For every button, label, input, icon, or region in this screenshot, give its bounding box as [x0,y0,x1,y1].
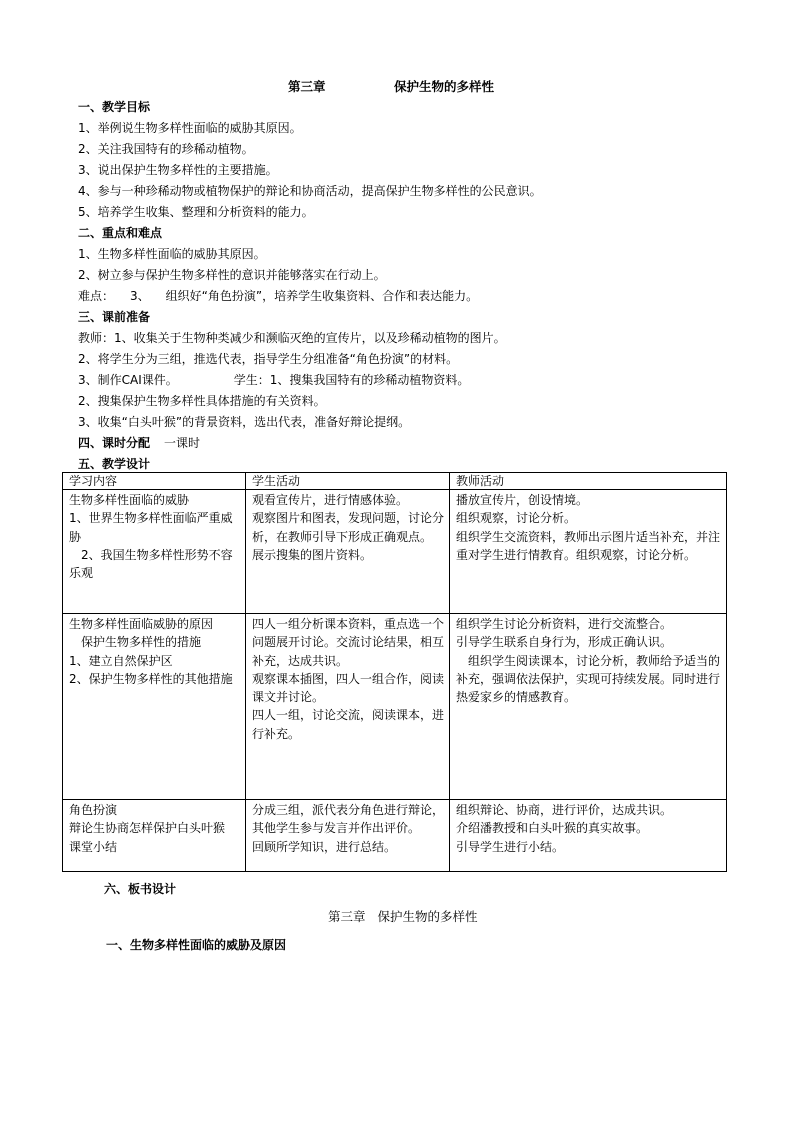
cell-line: 引导学生进行小结。 [456,839,565,854]
row1-teacher [450,490,727,614]
section-4-heading: 四、课时分配 [78,436,151,450]
cell-line: 辩论生协商怎样保护白头叶猴 [69,821,226,836]
board-title [328,908,478,926]
section-4-value: 一课时 [164,436,201,450]
board-name: 保护生物的多样性 [377,909,478,924]
s3-item-2: 2、将学生分为三组，推选代表，指导学生分组准备“角色扮演”的材料。 [78,352,459,366]
section-6-heading: 六、板书设计 [104,882,177,896]
s3-item-5: 3、收集“白头叶猴”的背景资料，选出代表，准备好辩论提纲。 [78,415,411,429]
s1-item-1: 1、举例说生物多样性面临的威胁其原因。 [78,121,302,135]
cell-line: 四人一组，讨论交流，阅读课本，进行补充。 [252,708,445,741]
row2-teacher [450,614,727,800]
row2-student [246,614,450,800]
s1-item-3: 3、说出保护生物多样性的主要措施。 [78,163,278,177]
cell-line: 2、保护生物多样性的其他措施 [69,671,233,686]
cell-line: 组织观察，讨论分析。 [456,511,577,526]
s3-teacher-line: 教师：1、收集关于生物种类减少和濒临灭绝的宣传片，以及珍稀动植物的图片。 [78,331,506,345]
document-title [0,78,794,96]
table-row [63,490,727,614]
s1-item-2: 2、关注我国特有的珍稀动植物。 [78,142,254,156]
cell-line: 组织学生阅读课本，讨论分析，教师给予适当的补充，强调依法保护，实现可持续发展。同时进行热爱家乡的情感教育。 [456,653,721,705]
difficulty-num: 3、 [130,289,150,303]
s1-item-4: 4、参与一种珍稀动物或植物保护的辩论和协商活动，提高保护生物多样性的公民意识。 [78,184,542,198]
cell-line: 2、我国生物多样性形势不容乐观 [69,547,233,581]
s3-item-3-teacher: 3、制作CAI课件。 [78,373,178,387]
title-name: 保护生物的多样性 [394,79,495,94]
cell-line: 播放宣传片，创设情境。 [456,493,589,507]
cell-line: 1、建立自然保护区 [69,653,173,668]
table-row [63,800,727,872]
s2-item-2: 2、树立参与保护生物多样性的意识并能够落实在行动上。 [78,268,386,282]
cell-line: 观察图片和图表，发现问题，讨论分析，在教师引导下形成正确观点。 [252,511,445,544]
cell-line: 观看宣传片，进行情感体验。 [252,493,409,507]
difficulty-text: 组织好“角色扮演”，培养学生收集资料、合作和表达能力。 [165,289,479,303]
board-heading-1: 一、生物多样性面临的威胁及原因 [106,938,287,952]
cell-line: 生物多样性面临的威胁 [69,493,190,507]
s2-item-1: 1、生物多样性面临的威胁其原因。 [78,247,266,261]
board-chapter: 第三章 [328,909,366,924]
cell-line: 组织学生讨论分析资料，进行交流整合。 [456,617,673,631]
cell-line: 回顾所学知识，进行总结。 [252,839,397,854]
cell-line: 介绍潘教授和白头叶猴的真实故事。 [456,821,649,836]
cell-line: 1、世界生物多样性面临严重威胁 [69,511,233,544]
row3-teacher [450,800,727,872]
section-4 [78,434,200,452]
cell-line: 生物多样性面临威胁的原因 [69,617,214,631]
table-row [63,614,727,800]
cell-line: 四人一组分析课本资料，重点选一个问题展开讨论。交流讨论结果，相互补充，达成共识。 [252,617,445,668]
row1-student [246,490,450,614]
cell-line: 角色扮演 [69,803,118,817]
header-teacher: 教师活动 [450,473,727,490]
section-3-heading: 三、课前准备 [78,310,151,324]
s1-item-5: 5、培养学生收集、整理和分析资料的能力。 [78,205,314,219]
cell-line: 课堂小结 [69,839,118,854]
section-2-heading: 二、重点和难点 [78,226,163,240]
row2-content [63,614,246,800]
s3-item-4: 2、搜集保护生物多样性具体措施的有关资料。 [78,394,326,408]
title-chapter: 第三章 [288,79,326,94]
difficulty-label: 难点： [78,289,115,303]
cell-line: 观察课本插图，四人一组合作，阅读课文并讨论。 [252,671,445,705]
s3-item-3-student: 学生：1、搜集我国特有的珍稀动植物资料。 [233,373,470,387]
cell-line: 组织学生交流资料，教师出示图片适当补充，并注重对学生进行情教育。组织观察，讨论分析。 [456,529,721,562]
header-content: 学习内容 [63,473,246,490]
s2-difficulty [78,287,478,305]
s3-item-3 [78,371,469,389]
section-5-heading: 五、教学设计 [78,457,151,471]
section-1-heading: 一、教学目标 [78,100,151,114]
cell-line: 引导学生联系自身行为，形成正确认识。 [456,635,673,650]
table-header-row [63,473,727,490]
row1-content [63,490,246,614]
row3-content [63,800,246,872]
teaching-design-table [62,472,727,872]
cell-line: 组织辩论、协商，进行评价，达成共识。 [456,803,673,817]
cell-line: 保护生物多样性的措施 [69,635,202,650]
cell-line: 分成三组，派代表分角色进行辩论，其他学生参与发言并作出评价。 [252,803,445,836]
header-student: 学生活动 [246,473,450,490]
cell-line: 展示搜集的图片资料。 [252,547,373,562]
row3-student [246,800,450,872]
